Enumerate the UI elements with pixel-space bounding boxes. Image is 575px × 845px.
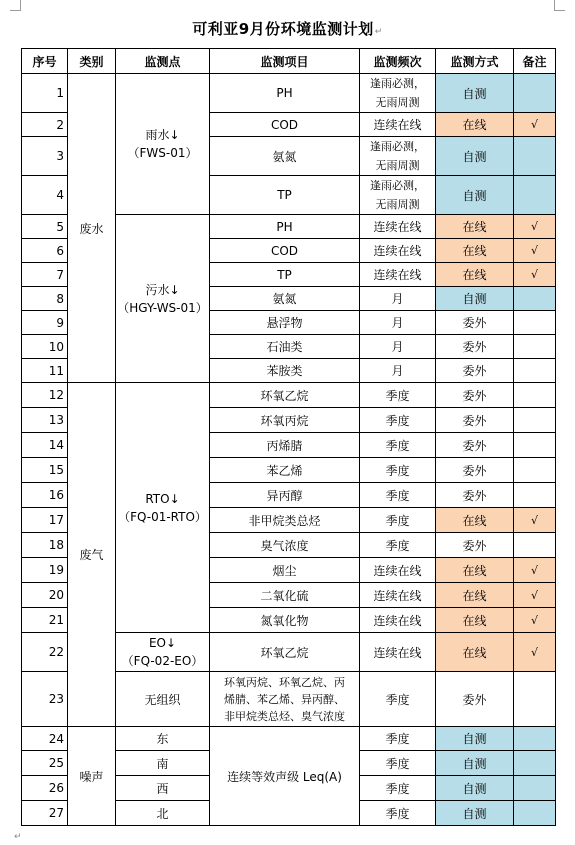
note-cell [514,311,556,335]
note-cell [514,176,556,215]
frequency-cell: 季度 [360,533,436,558]
method-cell: 在线 [436,608,514,633]
frequency-cell: 连续在线 [360,608,436,633]
row-number: 2 [22,113,68,137]
monitoring-point-cell: 无组织 [116,672,210,727]
monitoring-item: 丙烯腈 [210,433,360,458]
monitoring-point-cell: 西 [116,776,210,801]
page-corner-mark [554,0,565,11]
frequency-cell: 季度 [360,383,436,408]
monitoring-item: 苯乙烯 [210,458,360,483]
method-cell: 在线 [436,508,514,533]
table-row [22,74,556,113]
row-number: 8 [22,287,68,311]
method-cell: 委外 [436,672,514,727]
row-number: 18 [22,533,68,558]
method-cell: 自测 [436,137,514,176]
header-cell: 监测项目 [210,49,360,74]
monitoring-point-cell: 雨水↓ （FWS-01） [116,74,210,215]
method-cell: 自测 [436,727,514,751]
monitoring-item: 苯胺类 [210,359,360,383]
paragraph-mark-icon: ↵ [14,832,22,842]
frequency-cell: 逢雨必测， 无雨周测 [360,176,436,215]
method-cell: 自测 [436,751,514,776]
monitoring-point-cell: 南 [116,751,210,776]
monitoring-item: PH [210,215,360,239]
frequency-cell: 月 [360,311,436,335]
frequency-cell: 季度 [360,672,436,727]
note-cell [514,335,556,359]
frequency-cell: 连续在线 [360,263,436,287]
frequency-cell: 连续在线 [360,113,436,137]
method-cell: 委外 [436,335,514,359]
row-number: 19 [22,558,68,583]
frequency-cell: 逢雨必测， 无雨周测 [360,137,436,176]
frequency-cell: 季度 [360,801,436,826]
row-number: 9 [22,311,68,335]
frequency-cell: 季度 [360,776,436,801]
row-number: 17 [22,508,68,533]
monitoring-item: 环氧丙烷、环氧乙烷、丙 烯腈、苯乙烯、异丙醇、 非甲烷类总烃、臭气浓度 [210,672,360,727]
note-cell [514,137,556,176]
note-cell [514,287,556,311]
row-number: 23 [22,672,68,727]
note-cell: √ [514,215,556,239]
note-cell: √ [514,508,556,533]
page-corner-mark [10,0,21,11]
row-number: 25 [22,751,68,776]
note-cell [514,433,556,458]
row-number: 3 [22,137,68,176]
row-number: 16 [22,483,68,508]
method-cell: 委外 [436,483,514,508]
row-number: 12 [22,383,68,408]
frequency-cell: 季度 [360,727,436,751]
header-cell: 备注 [514,49,556,74]
monitoring-plan-table [21,48,556,826]
table-row [22,383,556,408]
monitoring-point-cell: 东 [116,727,210,751]
note-cell: √ [514,113,556,137]
monitoring-point-cell: RTO↓ （FQ-01-RTO） [116,383,210,633]
note-cell: √ [514,263,556,287]
category-cell: 废水 [68,74,116,383]
frequency-cell: 季度 [360,458,436,483]
method-cell: 委外 [436,383,514,408]
monitoring-item: COD [210,239,360,263]
note-cell [514,359,556,383]
method-cell: 在线 [436,113,514,137]
category-cell: 废气 [68,383,116,727]
category-cell: 噪声 [68,727,116,826]
row-number: 26 [22,776,68,801]
frequency-cell: 连续在线 [360,558,436,583]
header-cell: 监测方式 [436,49,514,74]
note-cell: √ [514,633,556,672]
row-number: 15 [22,458,68,483]
frequency-cell: 季度 [360,751,436,776]
row-number: 7 [22,263,68,287]
monitoring-item: 氮氧化物 [210,608,360,633]
monitoring-item: 氨氮 [210,137,360,176]
note-cell [514,383,556,408]
frequency-cell: 逢雨必测， 无雨周测 [360,74,436,113]
frequency-cell: 季度 [360,483,436,508]
monitoring-item: 臭气浓度 [210,533,360,558]
note-cell: √ [514,239,556,263]
frequency-cell: 连续在线 [360,583,436,608]
row-number: 1 [22,74,68,113]
method-cell: 自测 [436,776,514,801]
row-number: 11 [22,359,68,383]
row-number: 27 [22,801,68,826]
frequency-cell: 季度 [360,433,436,458]
note-cell [514,776,556,801]
method-cell: 委外 [436,533,514,558]
note-cell: √ [514,583,556,608]
method-cell: 委外 [436,408,514,433]
monitoring-item: COD [210,113,360,137]
monitoring-item: 环氧乙烷 [210,383,360,408]
note-cell: √ [514,608,556,633]
method-cell: 委外 [436,359,514,383]
frequency-cell: 季度 [360,508,436,533]
monitoring-point-cell: 北 [116,801,210,826]
monitoring-point-cell: EO↓ （FQ-02-EO） [116,633,210,672]
method-cell: 在线 [436,239,514,263]
note-cell [514,533,556,558]
note-cell [514,727,556,751]
method-cell: 在线 [436,558,514,583]
note-cell: √ [514,558,556,583]
monitoring-item: 环氧丙烷 [210,408,360,433]
monitoring-item: 悬浮物 [210,311,360,335]
row-number: 14 [22,433,68,458]
method-cell: 在线 [436,583,514,608]
monitoring-item: 烟尘 [210,558,360,583]
monitoring-item: 环氧乙烷 [210,633,360,672]
monitoring-item: 二氧化硫 [210,583,360,608]
method-cell: 自测 [436,801,514,826]
row-number: 13 [22,408,68,433]
monitoring-item: 石油类 [210,335,360,359]
row-number: 20 [22,583,68,608]
monitoring-item: 氨氮 [210,287,360,311]
method-cell: 在线 [436,215,514,239]
note-cell [514,408,556,433]
paragraph-mark-icon: ↵ [374,27,383,37]
monitoring-item: 异丙醇 [210,483,360,508]
frequency-cell: 连续在线 [360,239,436,263]
method-cell: 委外 [436,458,514,483]
frequency-cell: 连续在线 [360,215,436,239]
monitoring-item: PH [210,74,360,113]
method-cell: 委外 [436,311,514,335]
header-cell: 监测点 [116,49,210,74]
header-cell: 序号 [22,49,68,74]
table-row [22,727,556,751]
row-number: 22 [22,633,68,672]
frequency-cell: 月 [360,287,436,311]
frequency-cell: 连续在线 [360,633,436,672]
document-title: 可利亚9月份环境监测计划↵ [192,20,383,38]
note-cell [514,801,556,826]
monitoring-item: 连续等效声级 Leq(A) [210,727,360,826]
method-cell: 在线 [436,263,514,287]
note-cell [514,458,556,483]
method-cell: 自测 [436,74,514,113]
note-cell [514,74,556,113]
monitoring-item: TP [210,176,360,215]
note-cell [514,751,556,776]
frequency-cell: 月 [360,359,436,383]
header-cell: 监测频次 [360,49,436,74]
method-cell: 在线 [436,633,514,672]
method-cell: 委外 [436,433,514,458]
row-number: 5 [22,215,68,239]
frequency-cell: 月 [360,335,436,359]
row-number: 6 [22,239,68,263]
row-number: 10 [22,335,68,359]
frequency-cell: 季度 [360,408,436,433]
monitoring-item: TP [210,263,360,287]
row-number: 4 [22,176,68,215]
row-number: 24 [22,727,68,751]
monitoring-point-cell: 污水↓ （HGY-WS-01） [116,215,210,383]
note-cell [514,483,556,508]
method-cell: 自测 [436,176,514,215]
monitoring-item: 非甲烷类总烃 [210,508,360,533]
method-cell: 自测 [436,287,514,311]
note-cell [514,672,556,727]
header-row [22,49,556,74]
row-number: 21 [22,608,68,633]
header-cell: 类别 [68,49,116,74]
